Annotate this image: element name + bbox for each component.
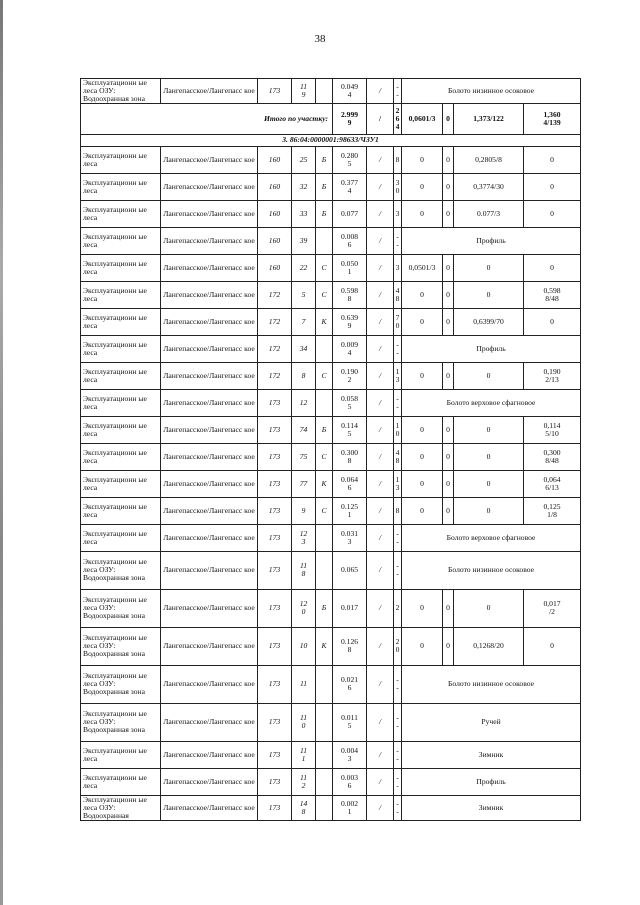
forestry-cell: Лангепасское/Лангепасс кое: [161, 254, 258, 281]
vydel-cell: 10: [292, 627, 316, 665]
quarter-cell: 173: [258, 79, 292, 104]
volume-cell-1: 0: [402, 589, 443, 627]
volume-cell-2: 0: [443, 627, 454, 665]
slash-cell: /: [367, 254, 394, 281]
species-cell: К: [316, 470, 333, 497]
trees-cell: 3 0: [394, 173, 402, 200]
volume-cell-4: 0: [524, 146, 581, 173]
forestry-cell: Лангепасское/Лангепасс кое: [161, 703, 258, 741]
category-cell: Эксплуатационн ые леса: [81, 524, 161, 551]
page-number: 38: [314, 33, 326, 45]
slash-cell: /: [367, 308, 394, 335]
land-type-cell: Болото верховое сфагновое: [402, 389, 581, 416]
area-cell: 0.190 2: [333, 362, 367, 389]
species-cell: [316, 795, 333, 820]
land-type-cell: Зимник: [402, 741, 581, 768]
land-type-cell: Профиль: [402, 227, 581, 254]
volume-cell-3: 0,6399/70: [454, 308, 524, 335]
forestry-cell: Лангепасское/Лангепасс кое: [161, 146, 258, 173]
volume-cell-1: 0: [402, 200, 443, 227]
trees-cell: 8: [394, 497, 402, 524]
slash-cell: /: [367, 200, 394, 227]
quarter-cell: 172: [258, 281, 292, 308]
vydel-cell: 34: [292, 335, 316, 362]
quarter-cell: 160: [258, 200, 292, 227]
trees-cell: - -: [394, 795, 402, 820]
area-cell: 0.300 8: [333, 443, 367, 470]
volume-cell-4: 0: [524, 627, 581, 665]
forestry-cell: Лангепасское/Лангепасс кое: [161, 227, 258, 254]
volume-cell-3: 1,373/122: [454, 103, 524, 134]
trees-cell: - -: [394, 79, 402, 104]
quarter-cell: 173: [258, 741, 292, 768]
volume-cell-3: 0: [454, 362, 524, 389]
category-cell: Эксплуатационн ые леса: [81, 200, 161, 227]
vydel-cell: 11: [292, 665, 316, 703]
area-cell: 0.125 1: [333, 497, 367, 524]
species-cell: [316, 741, 333, 768]
trees-cell: 2: [394, 589, 402, 627]
forestry-cell: Лангепасское/Лангепасс кое: [161, 335, 258, 362]
category-cell: Эксплуатационн ые леса ОЗУ: Водоохранная зона: [81, 627, 161, 665]
quarter-cell: 173: [258, 665, 292, 703]
trees-cell: - -: [394, 227, 402, 254]
slash-cell: /: [367, 768, 394, 795]
slash-cell: /: [367, 389, 394, 416]
allotment-table: [80, 78, 581, 821]
species-cell: [316, 551, 333, 589]
area-cell: 0.050 1: [333, 254, 367, 281]
species-cell: К: [316, 308, 333, 335]
table-row: [81, 589, 581, 627]
land-type-cell: Болото низинное осоковое: [402, 665, 581, 703]
area-cell: 0.077: [333, 200, 367, 227]
volume-cell-3: 0: [454, 497, 524, 524]
volume-cell-4: 0,125 1/8: [524, 497, 581, 524]
volume-cell-2: 0: [443, 103, 454, 134]
volume-cell-2: 0: [443, 470, 454, 497]
species-cell: Б: [316, 589, 333, 627]
forestry-cell: Лангепасское/Лангепасс кое: [161, 200, 258, 227]
forestry-cell: Лангепасское/Лангепасс кое: [161, 173, 258, 200]
forestry-cell: Лангепасское/Лангепасс кое: [161, 79, 258, 104]
section-row: [81, 134, 581, 146]
forestry-cell: Лангепасское/Лангепасс кое: [161, 768, 258, 795]
area-cell: 0.008 6: [333, 227, 367, 254]
trees-cell: 7 0: [394, 308, 402, 335]
category-cell: Эксплуатационн ые леса: [81, 173, 161, 200]
table-row: [81, 173, 581, 200]
trees-cell: - -: [394, 551, 402, 589]
category-cell: Эксплуатационн ые леса: [81, 362, 161, 389]
quarter-cell: 173: [258, 768, 292, 795]
area-cell: 0.004 3: [333, 741, 367, 768]
area-cell: 0.009 4: [333, 335, 367, 362]
vydel-cell: 74: [292, 416, 316, 443]
category-cell: Эксплуатационн ые леса: [81, 470, 161, 497]
slash-cell: /: [367, 416, 394, 443]
slash-cell: /: [367, 443, 394, 470]
volume-cell-1: 0: [402, 281, 443, 308]
category-cell: Эксплуатационн ые леса ОЗУ: Водоохранная зона: [81, 79, 161, 104]
trees-cell: 3: [394, 254, 402, 281]
scan-edge: [0, 0, 3, 905]
category-cell: Эксплуатационн ые леса ОЗУ: Водоохранная зона: [81, 551, 161, 589]
quarter-cell: 173: [258, 795, 292, 820]
species-cell: [316, 389, 333, 416]
volume-cell-4: 0: [524, 173, 581, 200]
volume-cell-1: 0: [402, 627, 443, 665]
slash-cell: /: [367, 335, 394, 362]
species-cell: Б: [316, 173, 333, 200]
quarter-cell: 160: [258, 227, 292, 254]
area-cell: 2.999 9: [333, 103, 367, 134]
volume-cell-2: 0: [443, 308, 454, 335]
category-cell: Эксплуатационн ые леса: [81, 227, 161, 254]
vydel-cell: 9: [292, 497, 316, 524]
volume-cell-1: 0,0601/3: [402, 103, 443, 134]
total-label: Итого по участку:: [81, 103, 333, 134]
slash-cell: /: [367, 470, 394, 497]
trees-cell: 1 3: [394, 470, 402, 497]
quarter-cell: 173: [258, 389, 292, 416]
forestry-cell: Лангепасское/Лангепасс кое: [161, 524, 258, 551]
table-row: [81, 627, 581, 665]
forestry-cell: Лангепасское/Лангепасс кое: [161, 443, 258, 470]
slash-cell: /: [367, 227, 394, 254]
volume-cell-2: 0: [443, 173, 454, 200]
table-row: [81, 470, 581, 497]
volume-cell-1: 0: [402, 470, 443, 497]
slash-cell: /: [367, 589, 394, 627]
species-cell: [316, 665, 333, 703]
vydel-cell: 8: [292, 362, 316, 389]
quarter-cell: 173: [258, 443, 292, 470]
vydel-cell: 12: [292, 389, 316, 416]
table-row: [81, 795, 581, 820]
volume-cell-2: 0: [443, 443, 454, 470]
forestry-cell: Лангепасское/Лангепасс кое: [161, 795, 258, 820]
quarter-cell: 172: [258, 335, 292, 362]
area-cell: 0.003 6: [333, 768, 367, 795]
table-row: [81, 768, 581, 795]
volume-cell-1: 0: [402, 497, 443, 524]
slash-cell: /: [367, 281, 394, 308]
trees-cell: - -: [394, 335, 402, 362]
area-cell: 0.017: [333, 589, 367, 627]
vydel-cell: 14 8: [292, 795, 316, 820]
table-row: [81, 665, 581, 703]
species-cell: Б: [316, 146, 333, 173]
table-row: [81, 524, 581, 551]
table-row: [81, 335, 581, 362]
slash-cell: /: [367, 146, 394, 173]
quarter-cell: 173: [258, 551, 292, 589]
quarter-cell: 173: [258, 627, 292, 665]
volume-cell-2: 0: [443, 146, 454, 173]
area-cell: 0.280 5: [333, 146, 367, 173]
category-cell: Эксплуатационн ые леса ОЗУ: Водоохранная зона: [81, 589, 161, 627]
trees-cell: 2 0: [394, 627, 402, 665]
volume-cell-1: 0: [402, 416, 443, 443]
volume-cell-1: 0,0501/3: [402, 254, 443, 281]
species-cell: С: [316, 362, 333, 389]
table-row: [81, 551, 581, 589]
forestry-cell: Лангепасское/Лангепасс кое: [161, 665, 258, 703]
area-cell: 0.126 8: [333, 627, 367, 665]
area-cell: 0.011 5: [333, 703, 367, 741]
table-row: [81, 443, 581, 470]
slash-cell: /: [367, 551, 394, 589]
forestry-cell: Лангепасское/Лангепасс кое: [161, 589, 258, 627]
quarter-cell: 173: [258, 703, 292, 741]
species-cell: [316, 768, 333, 795]
vydel-cell: 12 3: [292, 524, 316, 551]
forestry-cell: Лангепасское/Лангепасс кое: [161, 308, 258, 335]
table-row: [81, 389, 581, 416]
trees-cell: 8: [394, 146, 402, 173]
category-cell: Эксплуатационн ые леса: [81, 308, 161, 335]
volume-cell-4: 0,598 8/48: [524, 281, 581, 308]
slash-cell: /: [367, 703, 394, 741]
land-type-cell: Болото верховое сфагновое: [402, 524, 581, 551]
table-row: [81, 79, 581, 104]
volume-cell-4: 0: [524, 200, 581, 227]
vydel-cell: 11 8: [292, 551, 316, 589]
volume-cell-4: 0: [524, 254, 581, 281]
forestry-cell: Лангепасское/Лангепасс кое: [161, 551, 258, 589]
land-type-cell: Профиль: [402, 768, 581, 795]
volume-cell-2: 0: [443, 200, 454, 227]
vydel-cell: 11 0: [292, 703, 316, 741]
volume-cell-2: 0: [443, 497, 454, 524]
vydel-cell: 75: [292, 443, 316, 470]
quarter-cell: 173: [258, 497, 292, 524]
category-cell: Эксплуатационн ые леса: [81, 768, 161, 795]
slash-cell: /: [367, 627, 394, 665]
land-type-cell: Болото низинное осоковое: [402, 79, 581, 104]
slash-cell: /: [367, 103, 394, 134]
trees-cell: - -: [394, 524, 402, 551]
trees-cell: 4 8: [394, 443, 402, 470]
species-cell: [316, 703, 333, 741]
forestry-cell: Лангепасское/Лангепасс кое: [161, 416, 258, 443]
species-cell: Б: [316, 200, 333, 227]
trees-cell: - -: [394, 389, 402, 416]
slash-cell: /: [367, 741, 394, 768]
category-cell: Эксплуатационн ые леса: [81, 741, 161, 768]
forestry-cell: Лангепасское/Лангепасс кое: [161, 497, 258, 524]
quarter-cell: 172: [258, 362, 292, 389]
volume-cell-2: 0: [443, 416, 454, 443]
quarter-cell: 172: [258, 308, 292, 335]
trees-cell: - -: [394, 665, 402, 703]
category-cell: Эксплуатационн ые леса ОЗУ: Водоохранная зона: [81, 703, 161, 741]
slash-cell: /: [367, 665, 394, 703]
area-cell: 0.049 4: [333, 79, 367, 104]
volume-cell-4: 0: [524, 308, 581, 335]
volume-cell-3: 0,3774/30: [454, 173, 524, 200]
volume-cell-3: 0,2805/8: [454, 146, 524, 173]
slash-cell: /: [367, 362, 394, 389]
volume-cell-3: 0: [454, 470, 524, 497]
table-row: [81, 281, 581, 308]
land-type-cell: Ручей: [402, 703, 581, 741]
area-cell: 0.002 1: [333, 795, 367, 820]
species-cell: [316, 524, 333, 551]
quarter-cell: 173: [258, 416, 292, 443]
volume-cell-1: 0: [402, 362, 443, 389]
table-row: [81, 200, 581, 227]
quarter-cell: 173: [258, 589, 292, 627]
volume-cell-3: 0: [454, 416, 524, 443]
category-cell: Эксплуатационн ые леса: [81, 389, 161, 416]
table-row: [81, 741, 581, 768]
volume-cell-2: 0: [443, 362, 454, 389]
area-cell: 0.021 6: [333, 665, 367, 703]
species-cell: [316, 79, 333, 104]
vydel-cell: 25: [292, 146, 316, 173]
forestry-cell: Лангепасское/Лангепасс кое: [161, 389, 258, 416]
quarter-cell: 160: [258, 173, 292, 200]
volume-cell-4: 0,190 2/13: [524, 362, 581, 389]
trees-cell: 3: [394, 200, 402, 227]
category-cell: Эксплуатационн ые леса: [81, 281, 161, 308]
trees-cell: 4 8: [394, 281, 402, 308]
category-cell: Эксплуатационн ые леса: [81, 335, 161, 362]
volume-cell-3: 0: [454, 589, 524, 627]
table-row: [81, 227, 581, 254]
quarter-cell: 173: [258, 470, 292, 497]
species-cell: Б: [316, 416, 333, 443]
volume-cell-3: 0.077/3: [454, 200, 524, 227]
volume-cell-4: 0,114 5/10: [524, 416, 581, 443]
volume-cell-3: 0: [454, 281, 524, 308]
section-header: 3. 86:04:0000001:98633/ЧЗУ1: [81, 134, 581, 146]
category-cell: Эксплуатационн ые леса ОЗУ: Водоохранная: [81, 795, 161, 820]
volume-cell-4: 1,360 4/139: [524, 103, 581, 134]
trees-cell: 1 3: [394, 362, 402, 389]
table-row: [81, 146, 581, 173]
trees-cell: 2 6 4: [394, 103, 402, 134]
area-cell: 0.598 8: [333, 281, 367, 308]
slash-cell: /: [367, 524, 394, 551]
category-cell: Эксплуатационн ые леса ОЗУ: Водоохранная зона: [81, 665, 161, 703]
species-cell: С: [316, 443, 333, 470]
area-cell: 0.114 5: [333, 416, 367, 443]
table-row: [81, 416, 581, 443]
trees-cell: - -: [394, 768, 402, 795]
vydel-cell: 33: [292, 200, 316, 227]
area-cell: 0.031 3: [333, 524, 367, 551]
forestry-cell: Лангепасское/Лангепасс кое: [161, 470, 258, 497]
species-cell: С: [316, 497, 333, 524]
quarter-cell: 160: [258, 146, 292, 173]
species-cell: [316, 227, 333, 254]
volume-cell-4: 0,300 8/48: [524, 443, 581, 470]
vydel-cell: 11 2: [292, 768, 316, 795]
land-type-cell: Зимник: [402, 795, 581, 820]
land-type-cell: Болото низинное осоковое: [402, 551, 581, 589]
forestry-cell: Лангепасское/Лангепасс кое: [161, 627, 258, 665]
table-row: [81, 497, 581, 524]
volume-cell-4: 0,017 /2: [524, 589, 581, 627]
species-cell: С: [316, 254, 333, 281]
forestry-cell: Лангепасское/Лангепасс кое: [161, 741, 258, 768]
trees-cell: - -: [394, 741, 402, 768]
volume-cell-3: 0: [454, 443, 524, 470]
area-cell: 0.377 4: [333, 173, 367, 200]
trees-cell: 1 0: [394, 416, 402, 443]
trees-cell: - -: [394, 703, 402, 741]
volume-cell-3: 0,1268/20: [454, 627, 524, 665]
slash-cell: /: [367, 497, 394, 524]
land-type-cell: Профиль: [402, 335, 581, 362]
table-row: [81, 703, 581, 741]
vydel-cell: 12 0: [292, 589, 316, 627]
area-cell: 0.639 9: [333, 308, 367, 335]
area-cell: 0.058 5: [333, 389, 367, 416]
area-cell: 0.064 6: [333, 470, 367, 497]
volume-cell-1: 0: [402, 443, 443, 470]
volume-cell-3: 0: [454, 254, 524, 281]
category-cell: Эксплуатационн ые леса: [81, 146, 161, 173]
vydel-cell: 77: [292, 470, 316, 497]
table-row: [81, 308, 581, 335]
vydel-cell: 11 1: [292, 741, 316, 768]
volume-cell-1: 0: [402, 146, 443, 173]
area-cell: 0.065: [333, 551, 367, 589]
species-cell: С: [316, 281, 333, 308]
vydel-cell: 11 9: [292, 79, 316, 104]
forestry-cell: Лангепасское/Лангепасс кое: [161, 362, 258, 389]
vydel-cell: 39: [292, 227, 316, 254]
category-cell: Эксплуатационн ые леса: [81, 497, 161, 524]
species-cell: К: [316, 627, 333, 665]
species-cell: [316, 335, 333, 362]
slash-cell: /: [367, 79, 394, 104]
table-row: [81, 362, 581, 389]
forestry-cell: Лангепасское/Лангепасс кое: [161, 281, 258, 308]
quarter-cell: 173: [258, 524, 292, 551]
category-cell: Эксплуатационн ые леса: [81, 443, 161, 470]
category-cell: Эксплуатационн ые леса: [81, 416, 161, 443]
category-cell: Эксплуатационн ые леса: [81, 254, 161, 281]
total-row: [81, 103, 581, 134]
vydel-cell: 32: [292, 173, 316, 200]
table-row: [81, 254, 581, 281]
volume-cell-2: 0: [443, 589, 454, 627]
volume-cell-1: 0: [402, 173, 443, 200]
volume-cell-2: 0: [443, 281, 454, 308]
volume-cell-2: 0: [443, 254, 454, 281]
vydel-cell: 5: [292, 281, 316, 308]
volume-cell-4: 0,064 6/13: [524, 470, 581, 497]
quarter-cell: 160: [258, 254, 292, 281]
vydel-cell: 22: [292, 254, 316, 281]
vydel-cell: 7: [292, 308, 316, 335]
slash-cell: /: [367, 795, 394, 820]
slash-cell: /: [367, 173, 394, 200]
volume-cell-1: 0: [402, 308, 443, 335]
